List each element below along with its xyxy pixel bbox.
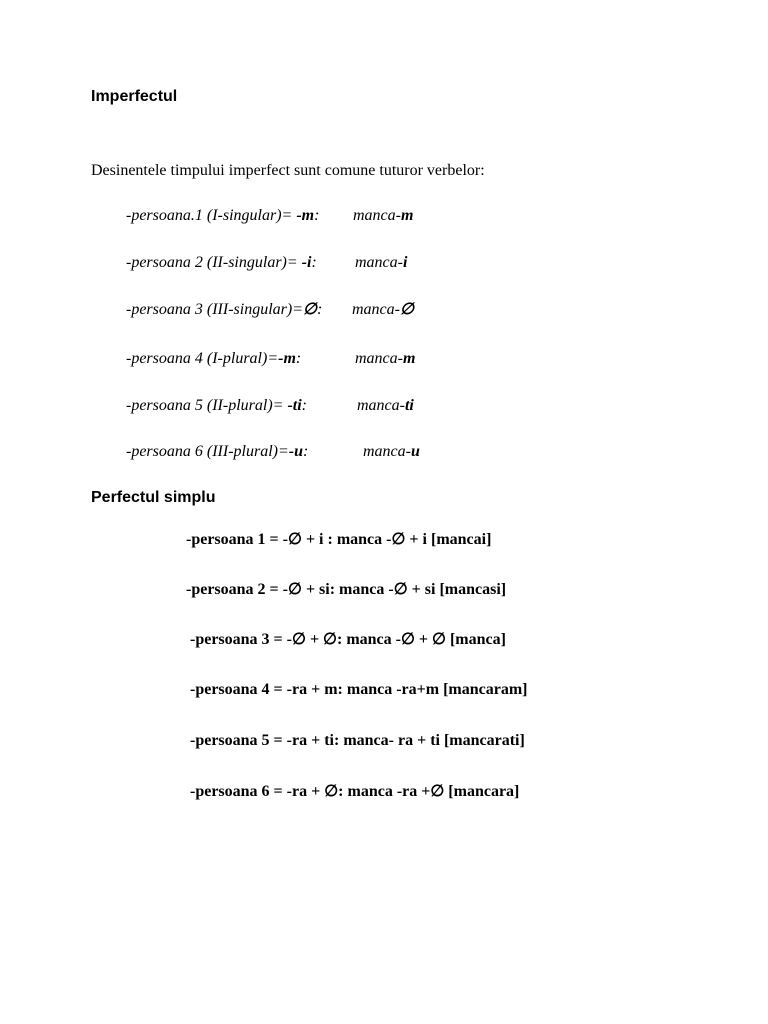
imperfect-row-label: -persoana 2 (II-singular)= -i: [126, 254, 317, 271]
perfect-heading: Perfectul simplu [91, 489, 216, 506]
imperfect-heading: Imperfectul [91, 88, 178, 105]
imperfect-row-example: manca-∅ [352, 301, 414, 318]
imperfect-row-example: manca-u [363, 443, 420, 460]
imperfect-row-example: manca-m [353, 207, 414, 224]
imperfect-row-example: manca-m [355, 350, 416, 367]
imperfect-row-label: -persoana 4 (I-plural)=-m: [126, 350, 302, 367]
imperfect-intro: Desinentele timpului imperfect sunt comune tuturor verbelor: [91, 162, 485, 179]
imperfect-row-label: -persoana 5 (II-plural)= -ti: [126, 397, 307, 414]
imperfect-row-example: manca-ti [357, 397, 414, 414]
imperfect-row-label: -persoana 3 (III-singular)=∅: [126, 301, 323, 318]
perfect-row-3: -persoana 3 = -∅ + ∅: manca -∅ + ∅ [manca] [190, 631, 506, 648]
perfect-row-2: -persoana 2 = -∅ + si: manca -∅ + si [mancasi] [186, 581, 507, 598]
imperfect-row-label: -persoana 6 (III-plural)=-u: [126, 443, 309, 460]
imperfect-row-example: manca-i [355, 254, 408, 271]
imperfect-row-label: -persoana.1 (I-singular)= -m: [126, 207, 320, 224]
perfect-row-4: -persoana 4 = -ra + m: manca -ra+m [mancaram] [190, 681, 528, 698]
perfect-row-1: -persoana 1 = -∅ + i : manca -∅ + i [mancai] [186, 531, 492, 548]
perfect-row-6: -persoana 6 = -ra + ∅: manca -ra +∅ [mancara] [190, 783, 520, 800]
perfect-row-5: -persoana 5 = -ra + ti: manca- ra + ti [mancarati] [190, 732, 525, 749]
